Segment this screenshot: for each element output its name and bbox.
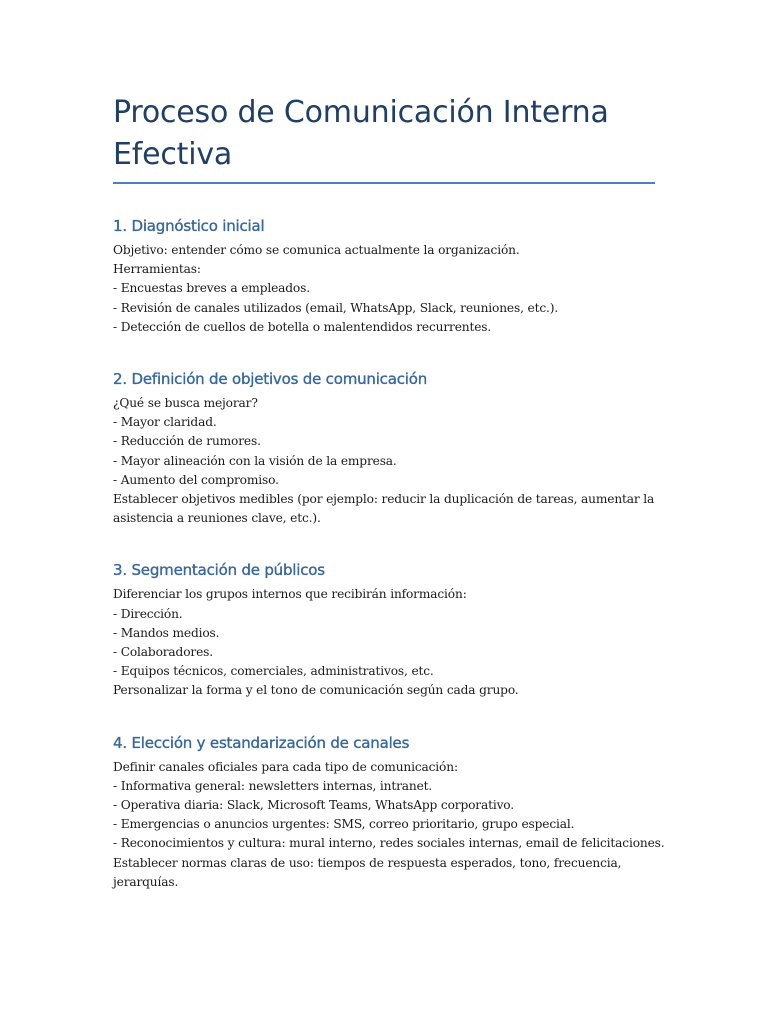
section-heading: 2. Definición de objetivos de comunicación [113, 370, 428, 389]
document-page [113, 92, 665, 892]
list-item: - Informativa general: newsletters internas, intranet. [113, 778, 433, 793]
body-line: Objetivo: entender cómo se comunica actualmente la organización. [113, 243, 520, 257]
body-line: Establecer normas claras de uso: tiempos de respuesta esperados, tono, frecuencia, [113, 855, 622, 870]
list-item: - Detección de cuellos de botella o malentendidos recurrentes. [113, 319, 492, 334]
body-line: Diferenciar los grupos internos que recibirán información: [113, 587, 467, 602]
list-item: - Encuestas breves a empleados. [113, 281, 310, 296]
body-line: jerarquías. [113, 874, 179, 889]
body-line: Herramientas: [113, 262, 201, 277]
section-objetivos [113, 368, 655, 528]
document-title-line-1: Proceso de Comunicación Interna [113, 95, 609, 130]
list-item: - Mandos medios. [113, 625, 220, 640]
list-item: - Emergencias o anuncios urgentes: SMS, correo prioritario, grupo especial. [113, 817, 575, 832]
list-item: - Mayor alineación con la visión de la empresa. [113, 453, 397, 468]
list-item: - Reconocimientos y cultura: mural interno, redes sociales internas, email de felicitaciones. [113, 836, 665, 851]
title-underline [113, 182, 655, 184]
section-heading: 3. Segmentación de públicos [113, 561, 325, 580]
list-item: - Operativa diaria: Slack, Microsoft Teams, WhatsApp corporativo. [113, 798, 515, 813]
document-title [113, 92, 655, 176]
list-item: - Dirección. [113, 606, 183, 621]
body-line: Establecer objetivos medibles (por ejemplo: reducir la duplicación de tareas, aumentar la [113, 492, 655, 507]
section-segmentacion [113, 559, 655, 700]
body-line: ¿Qué se busca mejorar? [113, 396, 258, 411]
list-item: - Revisión de canales utilizados (email, WhatsApp, Slack, reuniones, etc.). [113, 300, 559, 315]
section-diagnostico [113, 215, 655, 337]
list-item: - Mayor claridad. [113, 415, 217, 430]
body-line: asistencia a reuniones clave, etc.). [113, 511, 321, 526]
list-item: - Equipos técnicos, comerciales, administrativos, etc. [113, 664, 434, 679]
section-canales [113, 732, 665, 892]
list-item: - Reducción de rumores. [113, 434, 261, 449]
list-item: - Aumento del compromiso. [113, 472, 279, 487]
document-title-line-2: Efectiva [113, 137, 233, 172]
body-line: Personalizar la forma y el tono de comunicación según cada grupo. [113, 683, 519, 698]
section-heading: 1. Diagnóstico inicial [113, 217, 265, 235]
body-line: Definir canales oficiales para cada tipo de comunicación: [113, 759, 458, 774]
section-heading: 4. Elección y estandarización de canales [113, 733, 410, 752]
list-item: - Colaboradores. [113, 645, 213, 660]
